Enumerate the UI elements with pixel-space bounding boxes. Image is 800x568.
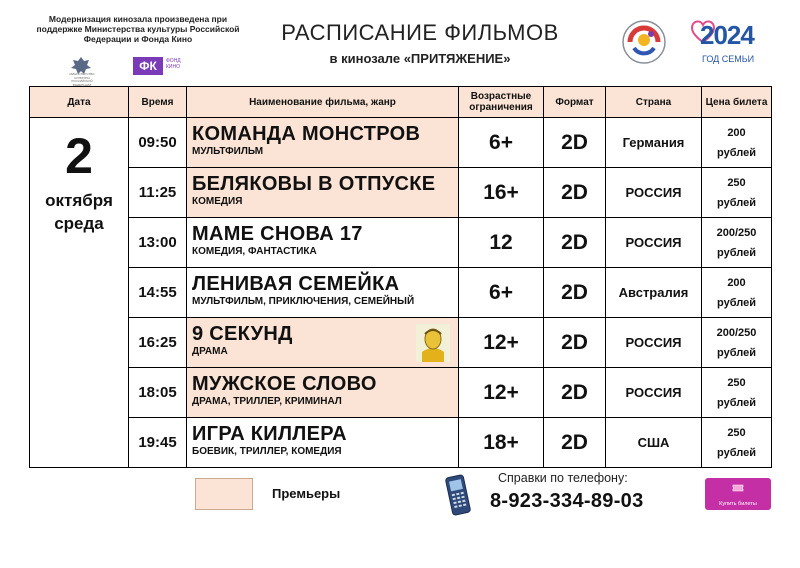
showtime: 11:25	[129, 168, 187, 218]
film-format: 2D	[544, 118, 606, 168]
showtime: 16:25	[129, 318, 187, 368]
fond-kino-caption: ФОНД КИНО	[166, 58, 181, 70]
film-genre: БОЕВИК, ТРИЛЛЕР, КОМЕДИЯ	[192, 446, 342, 457]
film-title: ИГРА КИЛЛЕРА	[192, 423, 347, 445]
price-value: 200	[727, 276, 746, 289]
table-row	[30, 368, 772, 418]
age-rating: 18+	[459, 418, 544, 468]
film-title: КОМАНДА МОНСТРОВ	[192, 123, 421, 145]
film-genre: ДРАМА	[192, 346, 228, 357]
film-country: РОССИЯ	[606, 318, 702, 368]
age-rating: 12+	[459, 368, 544, 418]
film-cell	[187, 268, 459, 318]
price-currency: рублей	[717, 346, 756, 359]
film-cell	[187, 218, 459, 268]
table-header-row	[30, 87, 772, 118]
ministry-caption: МИНИСТЕРСТВО КУЛЬТУРЫ РОССИЙСКОЙ ФЕДЕРАЦИИ	[69, 72, 95, 87]
showtime: 14:55	[129, 268, 187, 318]
date-month: октября	[45, 191, 113, 210]
date-cell	[30, 118, 129, 468]
film-cell	[187, 368, 459, 418]
ticket-price	[702, 268, 772, 318]
showtime: 13:00	[129, 218, 187, 268]
header-time: Время	[129, 87, 187, 118]
table-row	[30, 168, 772, 218]
film-genre: МУЛЬТФИЛЬМ, ПРИКЛЮЧЕНИЯ, СЕМЕЙНЫЙ	[192, 296, 415, 307]
price-currency: рублей	[717, 196, 756, 209]
film-title: МАМЕ СНОВА 17	[192, 223, 363, 245]
table-row	[30, 318, 772, 368]
age-rating: 6+	[459, 268, 544, 318]
age-rating: 6+	[459, 118, 544, 168]
showtime: 18:05	[129, 368, 187, 418]
price-value: 200	[727, 126, 746, 139]
film-genre: КОМЕДИЯ	[192, 196, 243, 207]
film-format: 2D	[544, 418, 606, 468]
schedule-table	[29, 86, 772, 468]
film-country: Австралия	[606, 268, 702, 318]
header-date: Дата	[30, 87, 129, 118]
price-value: 250	[727, 176, 746, 189]
price-value: 250	[727, 426, 746, 439]
ticket-price	[702, 218, 772, 268]
header-film: Наименование фильма, жанр	[187, 87, 459, 118]
date-day-number: 2	[65, 128, 93, 184]
film-cell	[187, 168, 459, 218]
page-subtitle: в кинозале «ПРИТЯЖЕНИЕ»	[329, 51, 511, 66]
price-currency: рублей	[717, 246, 756, 259]
price-currency: рублей	[717, 396, 756, 409]
showtime: 09:50	[129, 118, 187, 168]
film-title: БЕЛЯКОВЫ В ОТПУСКЕ	[192, 173, 436, 195]
ticket-price	[702, 418, 772, 468]
film-title: ЛЕНИВАЯ СЕМЕЙКА	[192, 273, 400, 295]
mobile-phone-icon	[443, 472, 473, 518]
film-format: 2D	[544, 368, 606, 418]
film-genre: МУЛЬТФИЛЬМ	[192, 146, 264, 157]
film-format: 2D	[544, 318, 606, 368]
film-poster-thumbnail	[416, 324, 450, 362]
price-currency: рублей	[717, 146, 756, 159]
premiere-legend-label: Премьеры	[272, 486, 341, 501]
price-currency: рублей	[717, 446, 756, 459]
header-price: Цена билета	[702, 87, 772, 118]
film-genre: ДРАМА, ТРИЛЛЕР, КРИМИНАЛ	[192, 396, 342, 407]
fund-support-text: Модернизация кинозала произведена при поддержке Министерства культуры Российской Федерации и Фонда Кино	[36, 14, 240, 44]
age-rating: 12	[459, 218, 544, 268]
table-row	[30, 118, 772, 168]
film-title: 9 СЕКУНД	[192, 323, 293, 345]
film-genre: КОМЕДИЯ, ФАНТАСТИКА	[192, 246, 317, 257]
ticket-price	[702, 368, 772, 418]
film-title: МУЖСКОЕ СЛОВО	[192, 373, 377, 395]
header-country: Страна	[606, 87, 702, 118]
age-rating: 16+	[459, 168, 544, 218]
film-country: Германия	[606, 118, 702, 168]
year-logo-number: 2024	[700, 20, 754, 50]
age-rating: 12+	[459, 318, 544, 368]
price-value: 250	[727, 376, 746, 389]
price-value: 200/250	[716, 226, 757, 239]
price-value: 200/250	[716, 326, 757, 339]
date-weekday: среда	[54, 214, 104, 233]
ticket-price	[702, 168, 772, 218]
year-logo-caption: ГОД СЕМЬИ	[702, 54, 755, 64]
ticket-price	[702, 318, 772, 368]
film-cell	[187, 418, 459, 468]
ticket-icon	[732, 482, 744, 494]
table-row	[30, 218, 772, 268]
cinema-venue-logo-icon	[620, 18, 668, 66]
film-cell	[187, 318, 459, 368]
film-cell	[187, 118, 459, 168]
header-age: Возрастные ограничения	[459, 87, 544, 118]
help-phone-number[interactable]: 8-923-334-89-03	[490, 490, 644, 512]
film-format: 2D	[544, 268, 606, 318]
table-row	[30, 268, 772, 318]
price-currency: рублей	[717, 296, 756, 309]
buy-tickets-label: Купить билеты	[719, 501, 757, 507]
film-country: РОССИЯ	[606, 168, 702, 218]
page-title: РАСПИСАНИЕ ФИЛЬМОВ	[281, 20, 559, 45]
film-country: РОССИЯ	[606, 368, 702, 418]
film-country: РОССИЯ	[606, 218, 702, 268]
film-country: США	[606, 418, 702, 468]
premiere-legend-swatch	[195, 478, 253, 510]
buy-tickets-button[interactable]	[705, 478, 771, 510]
table-row	[30, 418, 772, 468]
film-format: 2D	[544, 168, 606, 218]
showtime: 19:45	[129, 418, 187, 468]
ticket-price	[702, 118, 772, 168]
film-format: 2D	[544, 218, 606, 268]
header-format: Формат	[544, 87, 606, 118]
fond-kino-logo: ФК	[133, 57, 163, 75]
help-phone-label: Справки по телефону:	[498, 471, 628, 485]
